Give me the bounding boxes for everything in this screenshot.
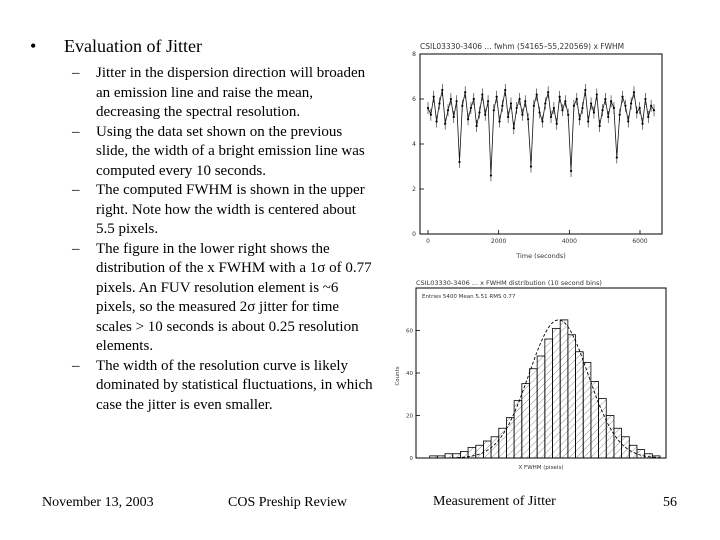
ts-point (470, 107, 472, 109)
ts-point (579, 118, 581, 120)
ts-point (538, 111, 540, 113)
ts-point (527, 118, 529, 120)
ts-point (493, 109, 495, 111)
hist-bar (606, 416, 614, 459)
ts-point (478, 111, 480, 113)
ts-point (639, 107, 641, 109)
dash-marker: – (72, 357, 80, 374)
ts-point (558, 96, 560, 98)
ts-point (498, 120, 500, 122)
ts-point (427, 107, 429, 109)
hist-bar (506, 418, 514, 458)
ts-point (556, 123, 558, 125)
ts-point (601, 109, 603, 111)
hist-bar (537, 356, 545, 458)
ts-point (653, 109, 655, 111)
hist-ytick-label: 60 (406, 328, 413, 335)
ts-point (496, 96, 498, 98)
ts-xtick-label: 2000 (491, 238, 507, 245)
ts-point (587, 120, 589, 122)
ts-point (461, 105, 463, 107)
ts-title: CSIL03330-3406 ... fwhm (54165–55,220569) x FWHM (420, 42, 625, 51)
hist-bar (568, 335, 576, 458)
ts-point (570, 170, 572, 172)
ts-point (518, 98, 520, 100)
ts-xlabel: Time (seconds) (516, 252, 566, 260)
ts-series-line (428, 90, 654, 176)
hist-bar (491, 437, 499, 458)
ts-point (547, 91, 549, 93)
ts-point (453, 116, 455, 118)
ts-point (599, 125, 601, 127)
hist-bar (576, 352, 584, 458)
ts-point (536, 93, 538, 95)
ts-point (458, 161, 460, 163)
ts-point (430, 114, 432, 116)
hist-bar (637, 450, 645, 459)
ts-point (550, 116, 552, 118)
ts-point (530, 165, 532, 167)
ts-point (627, 120, 629, 122)
page-number: 56 (663, 495, 677, 510)
hist-title: CSIL03330-3406 ... x FWHM distribution (10 second bins) (416, 279, 602, 287)
hist-bar (545, 339, 553, 458)
ts-point (444, 123, 446, 125)
hist-bar (599, 399, 607, 459)
hist-bar (476, 445, 484, 458)
sub-bullet-list (72, 64, 378, 415)
ts-point (456, 100, 458, 102)
hist-bar (483, 441, 491, 458)
hist-xlabel: X FWHM (pixels) (518, 465, 564, 471)
ts-point (467, 118, 469, 120)
ts-point (516, 107, 518, 109)
ts-point (593, 111, 595, 113)
ts-point (616, 156, 618, 158)
main-bullet-text: Evaluation of Jitter (64, 36, 202, 56)
footer-center: COS Preship Review (228, 495, 347, 510)
ts-point (473, 98, 475, 100)
ts-ytick-label: 6 (412, 96, 416, 103)
ts-point (573, 105, 575, 107)
ts-point (607, 116, 609, 118)
ts-point (553, 107, 555, 109)
sub-bullet-text: The figure in the lower right shows the distribution of the x FWHM with a 1σ of 0.77 pixels. An FUV resolution element is ~6 pixels, so the measured 2σ jitter for time scales > 10 seconds is about 0.25 resolution elements. (96, 240, 372, 354)
ts-point (576, 98, 578, 100)
ts-point (561, 109, 563, 111)
ts-point (624, 105, 626, 107)
ts-point (541, 120, 543, 122)
ts-point (613, 107, 615, 109)
sub-bullet (72, 123, 378, 182)
ts-point (641, 123, 643, 125)
ts-point (604, 98, 606, 100)
sub-bullet-text: The width of the resolution curve is likely dominated by statistical fluctuations, in which case the jitter is even smaller. (96, 357, 373, 413)
dash-marker: – (72, 65, 80, 81)
ts-point (481, 93, 483, 95)
ts-point (484, 114, 486, 116)
ts-ytick-label: 0 (412, 231, 416, 238)
ts-point (476, 125, 478, 127)
hist-legend: Entries 5400 Mean 5.51 RMS 0.77 (422, 294, 516, 300)
ts-point (504, 89, 506, 91)
ts-point (633, 91, 635, 93)
ts-point (510, 102, 512, 104)
ts-point (490, 174, 492, 176)
ts-xtick-label: 0 (426, 238, 430, 245)
ts-point (590, 102, 592, 104)
ts-point (533, 105, 535, 107)
ts-point (636, 111, 638, 113)
ts-ytick-label: 8 (412, 51, 416, 58)
ts-point (584, 89, 586, 91)
hist-ylabel: Counts (395, 366, 401, 386)
hist-ytick-label: 20 (406, 413, 413, 420)
ts-point (464, 91, 466, 93)
sub-bullet-text: Using the data set shown on the previous slide, the width of a bright emission line was computed every 10 seconds. (96, 123, 365, 179)
hist-bar (529, 369, 537, 458)
ts-point (647, 116, 649, 118)
ts-xtick-label: 6000 (632, 238, 648, 245)
sub-bullet (72, 357, 378, 416)
sub-bullet (72, 240, 378, 357)
sub-bullet (72, 64, 378, 123)
ts-ytick-label: 2 (412, 186, 416, 193)
ts-point (521, 114, 523, 116)
footer-title: Measurement of Jitter (433, 494, 556, 509)
hist-bar (499, 428, 507, 458)
hist-ytick-label: 40 (406, 371, 413, 377)
ts-point (630, 102, 632, 104)
hist-bar (522, 384, 530, 458)
ts-point (501, 105, 503, 107)
ts-ytick-label: 4 (412, 141, 416, 148)
hist-bar (445, 454, 453, 458)
hist-bar (514, 401, 522, 458)
dash-marker: – (72, 182, 80, 198)
ts-point (441, 89, 443, 91)
hist-bar (614, 428, 622, 458)
hist-bar (629, 445, 637, 458)
ts-point (544, 102, 546, 104)
ts-point (507, 116, 509, 118)
ts-frame (420, 54, 662, 234)
ts-point (619, 114, 621, 116)
ts-point (447, 109, 449, 111)
ts-point (621, 96, 623, 98)
ts-point (581, 107, 583, 109)
dash-marker: – (72, 240, 80, 257)
ts-point (433, 96, 435, 98)
ts-point (596, 93, 598, 95)
ts-point (567, 114, 569, 116)
ts-point (435, 120, 437, 122)
ts-xtick-label: 4000 (561, 238, 577, 245)
fwhm-histogram-plot (390, 276, 672, 472)
hist-ytick-label: 0 (409, 456, 413, 462)
footer-date: November 13, 2003 (42, 495, 154, 510)
ts-point (524, 100, 526, 102)
ts-point (450, 98, 452, 100)
dash-marker: – (72, 123, 80, 140)
sub-bullet-text: Jitter in the dispersion direction will broaden an emission line and raise the mean, decreasing the spectral resolution. (96, 65, 366, 120)
ts-point (650, 105, 652, 107)
ts-point (610, 100, 612, 102)
hist-bar (553, 328, 561, 458)
hist-bar (583, 362, 591, 458)
bullet-dot: • (30, 36, 37, 56)
fwhm-timeseries-plot (398, 38, 672, 260)
sub-bullet (72, 181, 378, 240)
hist-bar (560, 320, 568, 458)
ts-point (487, 100, 489, 102)
ts-point (644, 98, 646, 100)
ts-point (564, 100, 566, 102)
ts-point (438, 102, 440, 104)
ts-point (513, 127, 515, 129)
sub-bullet-text: The computed FWHM is shown in the upper right. Note how the width is centered about 5.5 pixels. (96, 182, 365, 237)
